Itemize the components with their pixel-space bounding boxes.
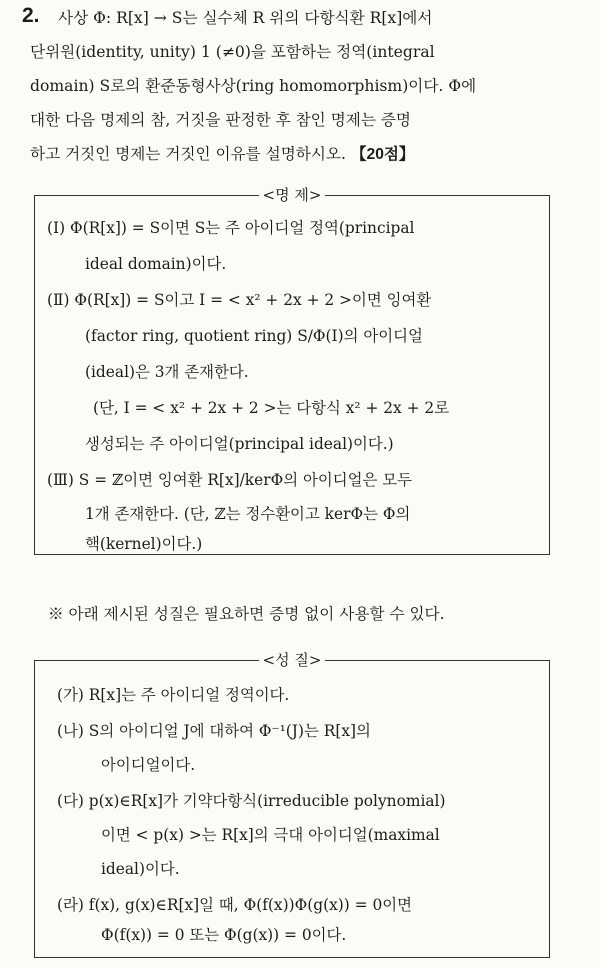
- proposition-line: Φ(R[x]) = S이면 S는 주 아이디얼 정역(principal: [70, 219, 415, 237]
- property-line: R[x]는 주 아이디얼 정역이다.: [88, 686, 290, 704]
- property-line: f(x), g(x)∈R[x]일 때, Φ(f(x))Φ(g(x)) = 0이면: [88, 896, 412, 914]
- property-label: (가): [57, 686, 84, 704]
- proposition-3: [47, 468, 412, 490]
- property-line: p(x)∈R[x]가 기약다항식(irreducible polynomial): [88, 792, 446, 810]
- property-ra-cont: Φ(f(x)) = 0 또는 Φ(g(x)) = 0이다.: [101, 926, 347, 944]
- proposition-3-cont: 1개 존재한다. (단, ℤ는 정수환이고 kerΦ는 Φ의: [85, 505, 411, 523]
- proposition-line: S = ℤ이면 잉여환 R[x]/kerΦ의 아이디얼은 모두: [78, 471, 412, 489]
- problem-line: [30, 142, 415, 164]
- problem-line: domain) S로의 환준동형사상(ring homomorphism)이다. Φ에: [30, 77, 477, 95]
- proposition-label: (Ⅱ): [47, 291, 70, 309]
- note-text: ※ 아래 제시된 성질은 필요하면 증명 없이 사용할 수 있다.: [48, 605, 445, 623]
- proposition-1: [47, 216, 414, 238]
- proposition-2-note: (단, I = < x² + 2x + 2 >는 다항식 x² + 2x + 2로: [93, 399, 450, 417]
- proposition-1-cont: ideal domain)이다.: [85, 255, 227, 273]
- problem-line: 대한 다음 명제의 참, 거짓을 판정한 후 참인 명제는 증명: [30, 111, 411, 129]
- proposition-2-cont: (factor ring, quotient ring) S/Φ(I)의 아이디얼: [85, 327, 423, 345]
- problem-line-text: 하고 거짓인 명제는 거짓인 이유를 설명하시오.: [30, 145, 346, 163]
- properties-box: [34, 651, 550, 958]
- property-line: S의 아이디얼 J에 대하여 Φ⁻¹(J)는 R[x]의: [88, 722, 371, 740]
- property-ga: [57, 683, 289, 705]
- proposition-2-cont: (ideal)은 3개 존재한다.: [85, 363, 249, 381]
- property-label: (나): [57, 722, 84, 740]
- points-label: 【20점】: [350, 146, 415, 163]
- properties-title: [35, 649, 549, 670]
- propositions-title-text: <명 제>: [259, 186, 326, 204]
- proposition-label: (Ⅲ): [47, 471, 74, 489]
- property-da: [57, 789, 445, 811]
- propositions-title: [35, 184, 549, 205]
- property-da-cont: 이면 < p(x) >는 R[x]의 극대 아이디얼(maximal: [101, 826, 440, 844]
- problem-line: 사상 Φ: R[x] → S는 실수체 R 위의 다항식환 R[x]에서: [58, 9, 433, 27]
- proposition-label: (Ⅰ): [47, 219, 66, 237]
- proposition-3-cont: 핵(kernel)이다.): [85, 535, 203, 553]
- propositions-box: [34, 186, 550, 555]
- properties-title-text: <성 질>: [259, 651, 326, 669]
- problem-line: 단위원(identity, unity) 1 (≠0)을 포함하는 정역(integral: [30, 43, 435, 61]
- property-label: (다): [57, 792, 84, 810]
- problem-number: 2.: [22, 4, 40, 27]
- proposition-2: [47, 288, 431, 310]
- property-label: (라): [57, 896, 84, 914]
- property-ra: [57, 893, 412, 915]
- property-na-cont: 아이디얼이다.: [101, 756, 196, 774]
- property-da-cont: ideal)이다.: [101, 860, 180, 878]
- proposition-2-note-cont: 생성되는 주 아이디얼(principal ideal)이다.): [85, 435, 394, 453]
- proposition-line: Φ(R[x]) = S이고 I = < x² + 2x + 2 >이면 잉여환: [74, 291, 432, 309]
- property-na: [57, 719, 371, 741]
